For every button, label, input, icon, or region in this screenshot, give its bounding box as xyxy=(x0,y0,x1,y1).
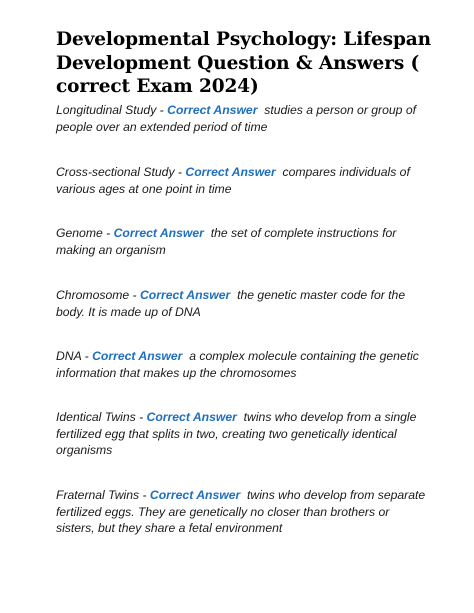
entry-separator: - xyxy=(139,488,150,502)
entry-separator: - xyxy=(102,226,114,240)
entry-definition: studies a person or group of people over an extended period of time xyxy=(56,103,416,134)
entry-term: Chromosome xyxy=(56,288,130,302)
entry-term: DNA xyxy=(56,349,82,363)
entry-term: Genome xyxy=(56,226,103,240)
entry-separator: - xyxy=(174,165,186,179)
correct-answer-label: Correct Answer xyxy=(167,103,258,117)
entry-term: Fraternal Twins xyxy=(56,488,140,502)
entry-definition: compares individuals of various ages at one point in time xyxy=(56,165,410,196)
entry-definition: the genetic master code for the body. It is made up of DNA xyxy=(56,288,406,319)
correct-answer-label: Correct Answer xyxy=(146,410,237,424)
correct-answer-label: Correct Answer xyxy=(140,288,231,302)
qa-entry-cross-sectional-study xyxy=(56,164,426,197)
qa-entry-dna xyxy=(56,348,426,381)
entry-separator: - xyxy=(81,349,93,363)
entry-separator: - xyxy=(129,288,140,302)
qa-entry-genome xyxy=(56,225,426,258)
correct-answer-label: Correct Answer xyxy=(149,488,241,502)
entry-separator: - xyxy=(135,410,147,424)
entry-term: Identical Twins xyxy=(56,410,136,424)
entry-term: Cross-sectional Study xyxy=(56,165,175,179)
qa-entry-identical-twins xyxy=(56,409,426,459)
entry-definition: the set of complete instructions for making an organism xyxy=(56,226,397,257)
correct-answer-label: Correct Answer xyxy=(113,226,204,240)
entry-definition: a complex molecule containing the genetic information that makes up the chromosomes xyxy=(56,349,419,380)
entry-term: Longitudinal Study xyxy=(56,103,157,117)
entry-separator: - xyxy=(156,103,168,117)
qa-entry-longitudinal-study xyxy=(56,102,426,135)
correct-answer-label: Correct Answer xyxy=(92,349,183,363)
document-title: Developmental Psychology: Lifespan Development Question & Answers ( correct Exam 2024) xyxy=(56,29,432,97)
correct-answer-label: Correct Answer xyxy=(185,165,276,179)
entry-definition: twins who develop from a single fertilized egg that splits in two, creating two genetically identical organisms xyxy=(56,410,417,457)
entry-definition: twins who develop from separate fertilized eggs. They are genetically no closer than brothers or sisters, but they share a fetal environment xyxy=(56,488,426,535)
qa-entry-chromosome xyxy=(56,287,426,320)
qa-entry-fraternal-twins xyxy=(56,487,426,537)
